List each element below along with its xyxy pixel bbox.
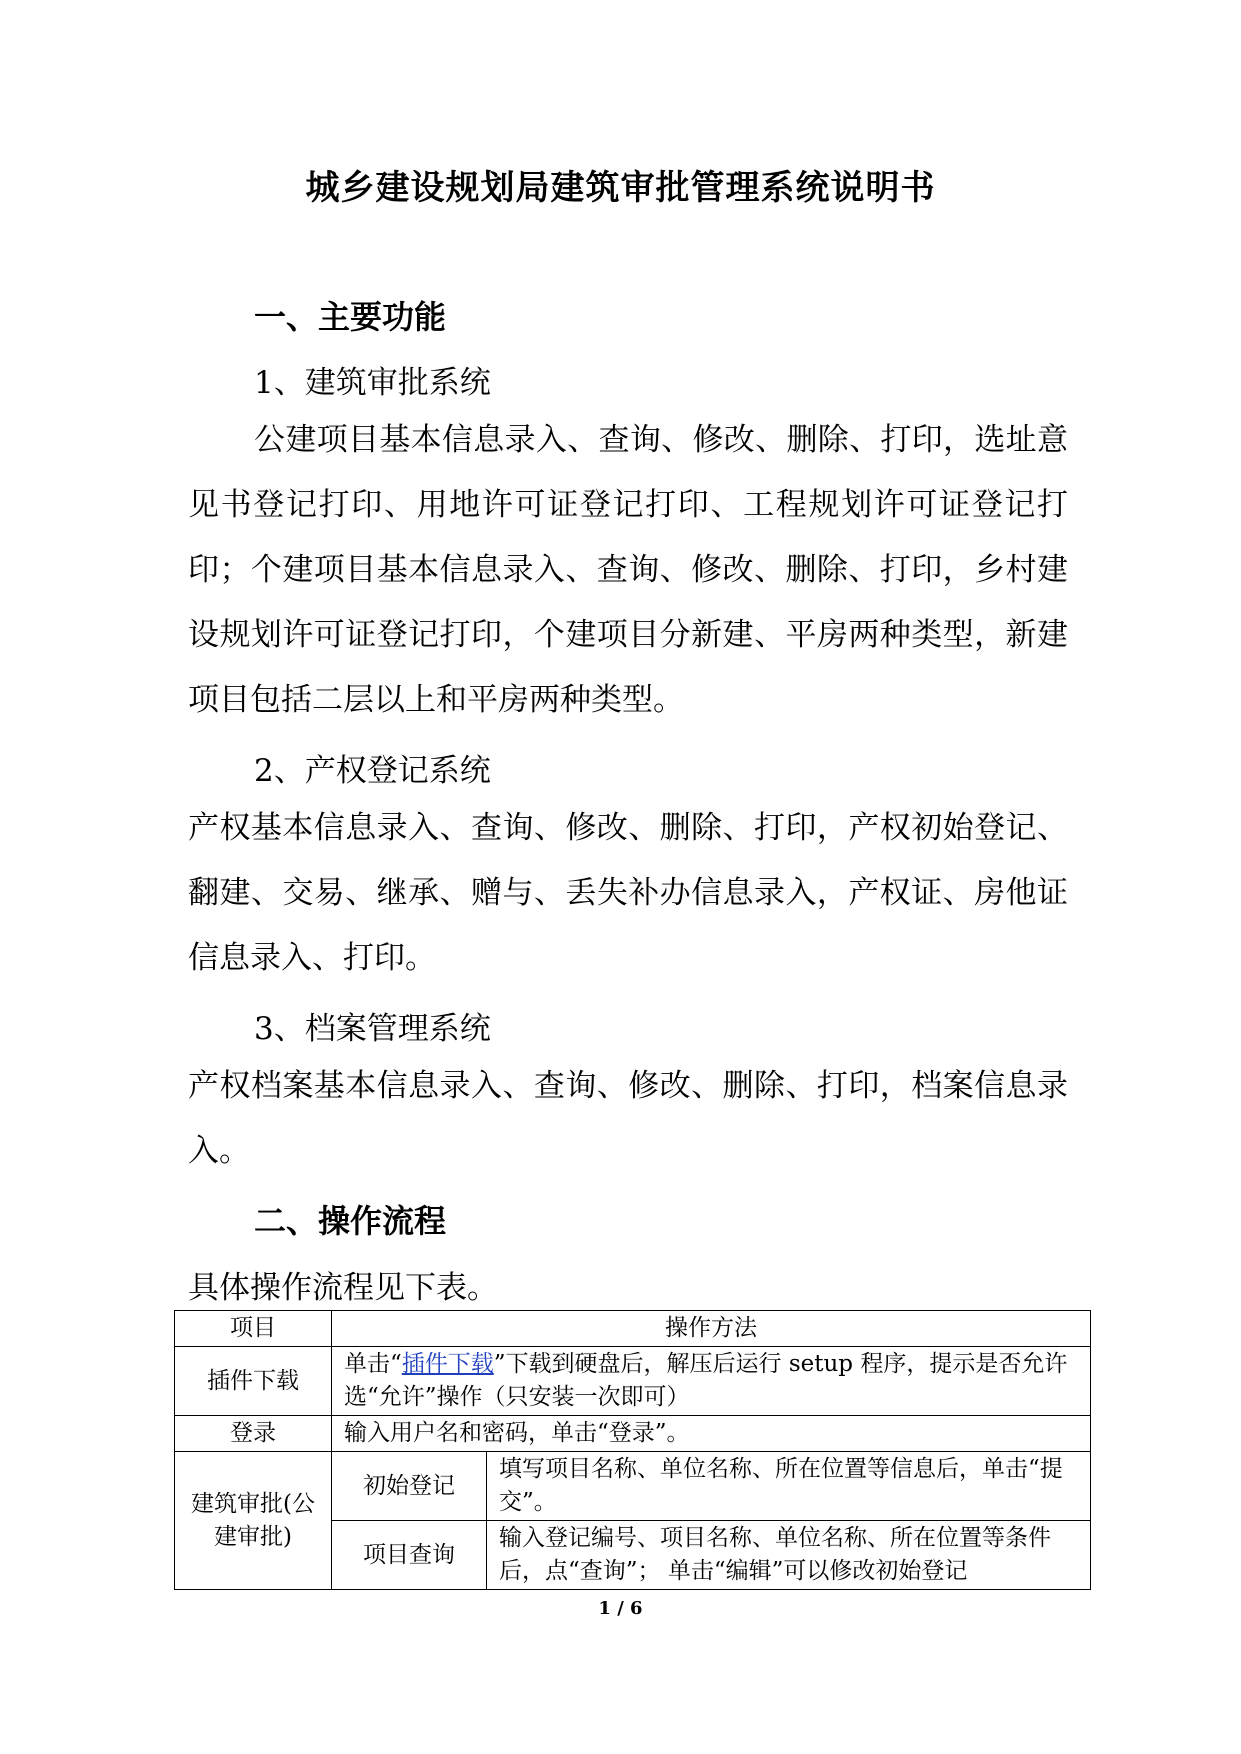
section-heading-operation-flow: 二、操作流程 — [254, 1202, 447, 1240]
table-cell-initial-registration: 初始登记 — [332, 1452, 487, 1521]
paragraph-archive-management: 产权档案基本信息录入、查询、修改、删除、打印，档案信息录入。 — [188, 1068, 1068, 1169]
table-header-row — [175, 1311, 1091, 1347]
table-row-plugin — [175, 1347, 1091, 1416]
operation-flow-intro: 具体操作流程见下表。 — [188, 1270, 498, 1306]
table-cell-project-query-method: 输入登记编号、项目名称、单位名称、所在位置等条件后，点“查询”； 单击“编辑”可以修改初始登记 — [487, 1521, 1091, 1590]
operation-table — [174, 1310, 1091, 1590]
table-row-login — [175, 1416, 1091, 1452]
table-cell-initial-registration-method: 填写项目名称、单位名称、所在位置等信息后，单击“提交”。 — [487, 1452, 1091, 1521]
paragraph-property-registration: 产权基本信息录入、查询、修改、删除、打印，产权初始登记、翻建、交易、继承、赠与、丢失补办信息录入，产权证、房他证信息录入、打印。 — [188, 810, 1068, 976]
table-cell-plugin-item: 插件下载 — [175, 1347, 332, 1416]
plugin-text-post: ”下载到硬盘后，解压后运行 setup 程序，提示是否允许选“允许”操作（只安装一次即可） — [344, 1351, 1068, 1410]
plugin-download-link[interactable]: 插件下载 — [401, 1351, 494, 1377]
page-number: 1 / 6 — [598, 1598, 643, 1619]
subheading-archive-management: 3、档案管理系统 — [254, 1011, 491, 1047]
plugin-text-pre: 单击“ — [344, 1351, 402, 1377]
table-cell-group-item: 建筑审批(公建审批) — [175, 1452, 332, 1590]
table-cell-login-method: 输入用户名和密码，单击“登录”。 — [332, 1416, 1091, 1452]
subheading-building-approval: 1、建筑审批系统 — [254, 365, 491, 401]
section-heading-main-functions: 一、主要功能 — [254, 298, 447, 336]
table-row-initial-registration — [175, 1452, 1091, 1521]
subheading-property-registration: 2、产权登记系统 — [254, 753, 491, 789]
table-header-method: 操作方法 — [332, 1311, 1091, 1347]
paragraph-building-approval: 公建项目基本信息录入、查询、修改、删除、打印，选址意见书登记打印、用地许可证登记打印、工程规划许可证登记打印；个建项目基本信息录入、查询、修改、删除、打印，乡村建设规划许可证登记打印，个建项目分新建、平房两种类型，新建项目包括二层以上和平房两种类型。 — [188, 422, 1068, 718]
document-title: 城乡建设规划局建筑审批管理系统说明书 — [305, 168, 936, 208]
table-header-item: 项目 — [175, 1311, 332, 1347]
table-cell-login-item: 登录 — [175, 1416, 332, 1452]
table-cell-plugin-method — [332, 1347, 1091, 1416]
table-cell-project-query: 项目查询 — [332, 1521, 487, 1590]
